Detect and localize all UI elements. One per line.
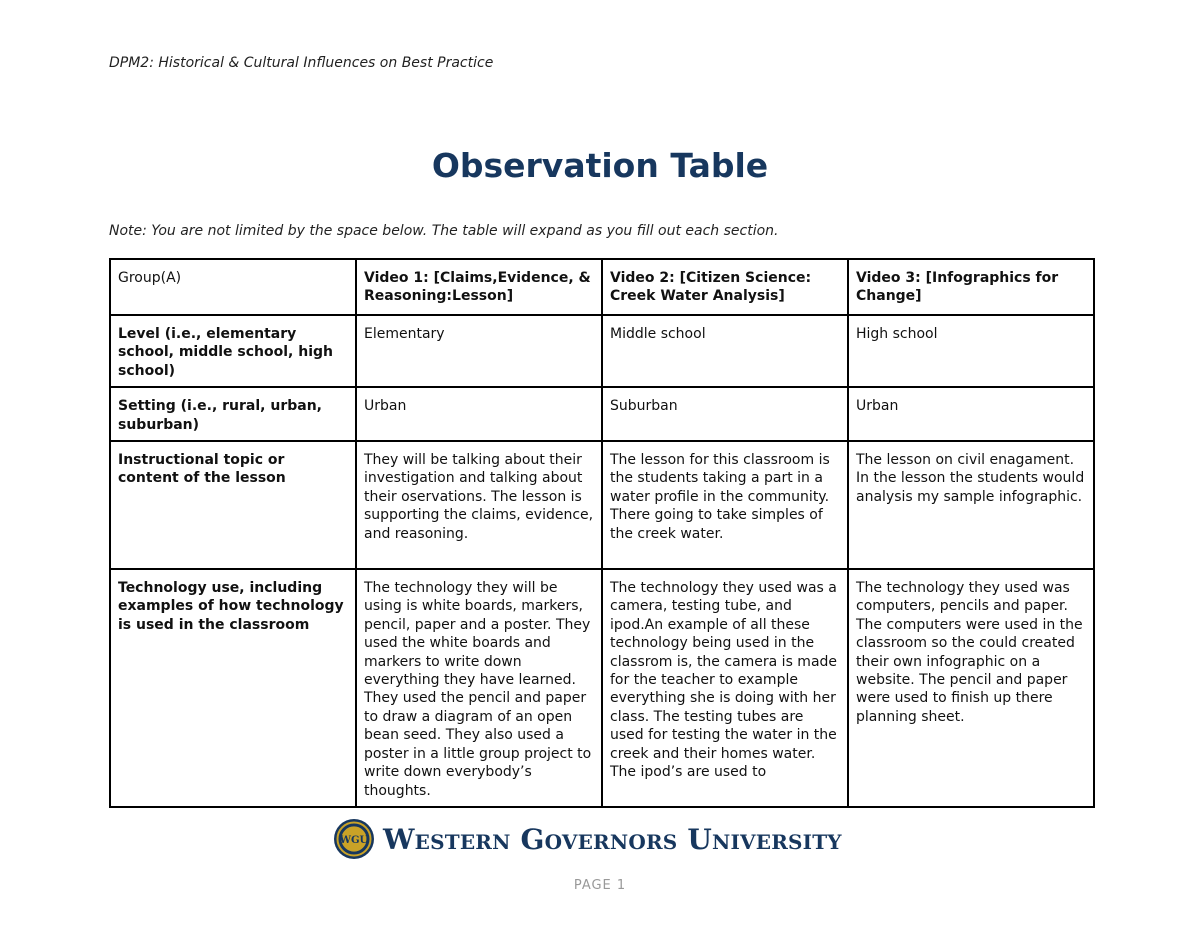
cell-technology-video-2[interactable]: The technology they used was a camera, testing tube, and ipod.An example of all these technology being used in the classrom is, the camera is made for the teacher to example everything she is doing with her class. The testing tubes are used for testing the water in the creek and their homes water. The ipod’s are used to <box>602 569 848 807</box>
page-number: PAGE 1 <box>573 878 627 893</box>
cell-setting-video-3[interactable]: Urban <box>848 387 1094 441</box>
cell-level-video-2[interactable]: Middle school <box>602 315 848 387</box>
cell-level-video-1[interactable]: Elementary <box>356 315 602 387</box>
row-label-technology: Technology use, including examples of how technology is used in the classroom <box>110 569 356 807</box>
table-row-topic <box>110 441 1094 569</box>
table-row-technology <box>110 569 1094 807</box>
row-label-topic: Instructional topic or content of the lesson <box>110 441 356 569</box>
video-3-header[interactable]: Video 3: [Infographics for Change] <box>848 259 1094 315</box>
university-name: Western Governors University <box>383 822 842 856</box>
cell-topic-video-3[interactable]: The lesson on civil enagament. In the lesson the students would analysis my sample infographic. <box>848 441 1094 569</box>
cell-level-video-3[interactable]: High school <box>848 315 1094 387</box>
table-note: Note: You are not limited by the space below. The table will expand as you fill out each section. <box>109 223 779 239</box>
video-2-header[interactable]: Video 2: [Citizen Science: Creek Water Analysis] <box>602 259 848 315</box>
cell-topic-video-1[interactable]: They will be talking about their investigation and talking about their oservations. The lesson is supporting the claims, evidence, and reasoning. <box>356 441 602 569</box>
page-title: Observation Table <box>431 146 769 185</box>
cell-technology-video-1[interactable]: The technology they will be using is white boards, markers, pencil, paper and a poster. They used the white boards and markers to write down everything they have learned. They used the pencil and paper to draw a diagram of an open bean seed. They also used a poster in a little group project to write down everybody’s thoughts. <box>356 569 602 807</box>
cell-setting-video-2[interactable]: Suburban <box>602 387 848 441</box>
wgu-logo <box>333 818 842 860</box>
table-row-setting <box>110 387 1094 441</box>
table-header-row <box>110 259 1094 315</box>
table-row-level <box>110 315 1094 387</box>
svg-text:WGU: WGU <box>339 835 369 846</box>
document-header: DPM2: Historical & Cultural Influences on Best Practice <box>109 55 494 71</box>
video-1-header[interactable]: Video 1: [Claims,Evidence, & Reasoning:Lesson] <box>356 259 602 315</box>
cell-topic-video-2[interactable]: The lesson for this classroom is the students taking a part in a water profile in the community. There going to take simples of the creek water. <box>602 441 848 569</box>
university-seal-icon <box>333 818 375 860</box>
row-label-level: Level (i.e., elementary school, middle school, high school) <box>110 315 356 387</box>
cell-setting-video-1[interactable]: Urban <box>356 387 602 441</box>
table-corner-cell[interactable]: Group(A) <box>110 259 356 315</box>
row-label-setting: Setting (i.e., rural, urban, suburban) <box>110 387 356 441</box>
observation-table <box>109 258 1095 808</box>
cell-technology-video-3[interactable]: The technology they used was computers, pencils and paper. The computers were used in the classroom so the could created their own infographic on a website. The pencil and paper were used to finish up there planning sheet. <box>848 569 1094 807</box>
